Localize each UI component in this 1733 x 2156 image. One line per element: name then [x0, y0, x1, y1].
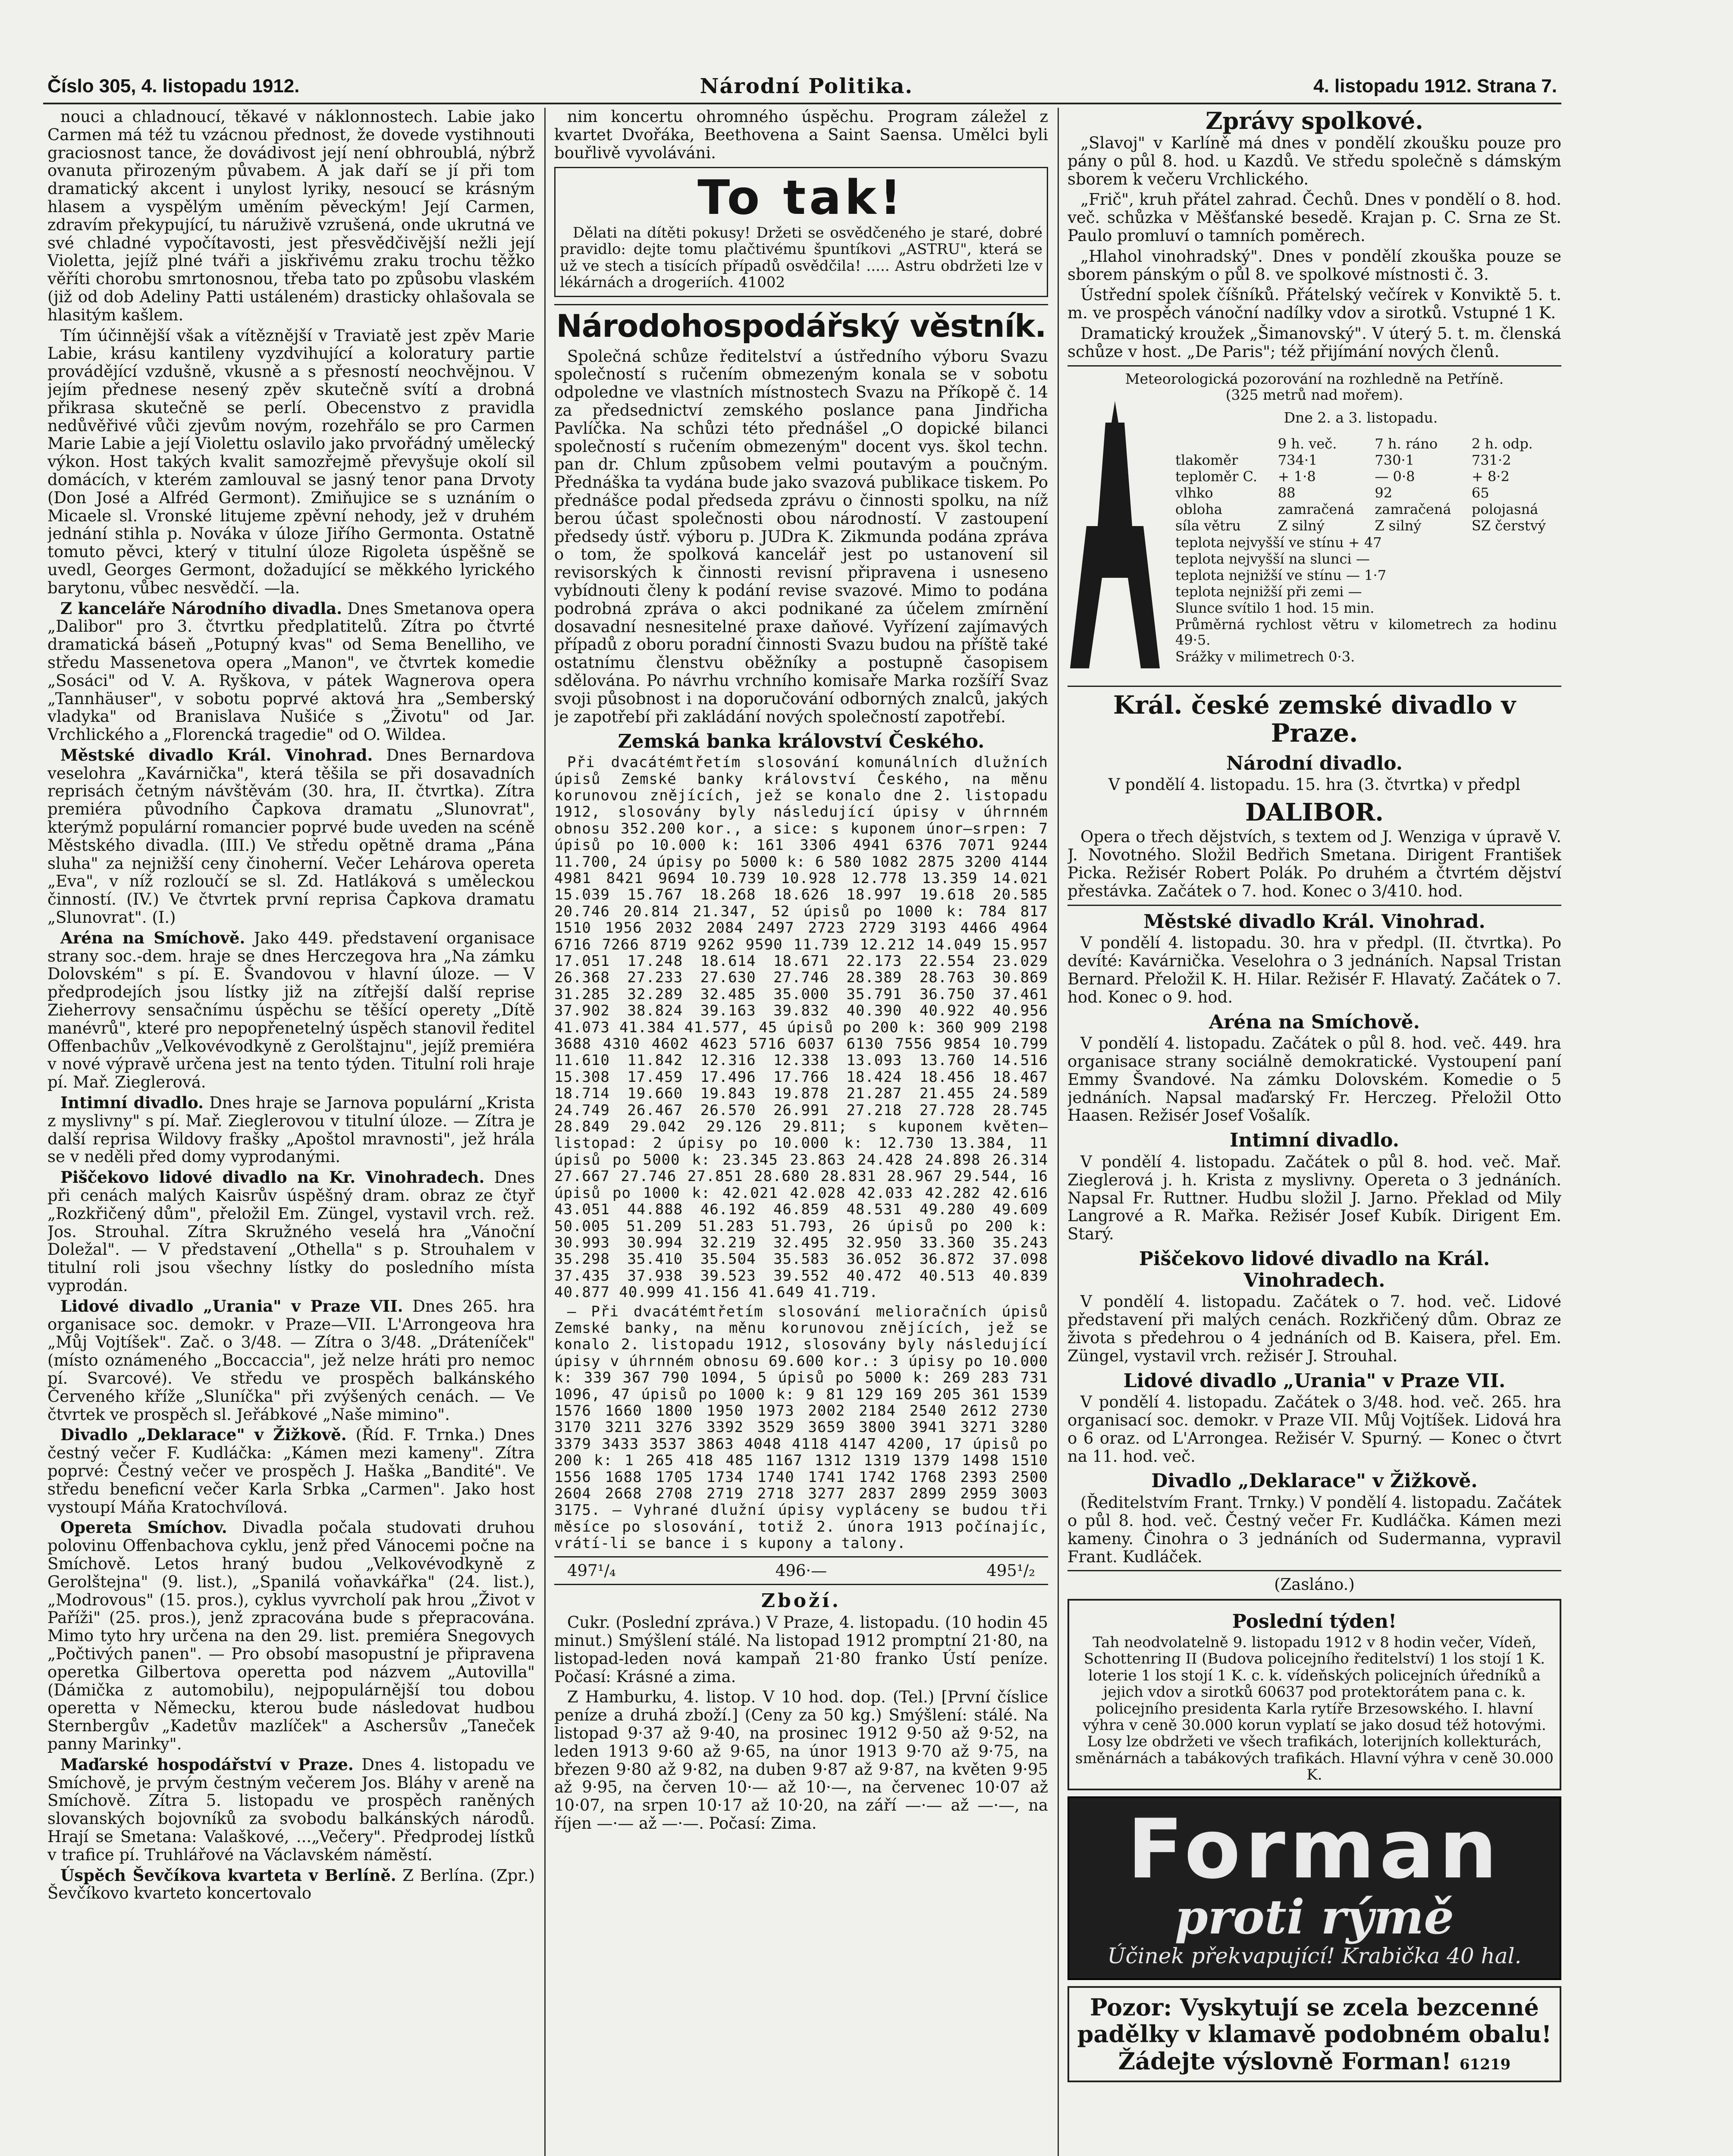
- table-row: [1171, 649, 1561, 665]
- column-1: [47, 108, 535, 2156]
- news-item-text: Dnes Smetanova opera „Dalibor" pro 3. čtvrtku předplatitelů. Zítra po čtvrté dramatická báseň „Potupný kvas" od Sema Benelliho, ve středu Massenetova opera „Manon", ve čtvrtek komedie „Sosáci" od V. A. Ryškova, v pátek Wagnerova opera „Tannhäuser", v sobotu poprvé aktová hra „Semberský vladyka" od Branislava Nušiće s „Životu" od Jar. Vrchlického a „Florencká tragedie" od O. Wildea.: [47, 599, 535, 744]
- table-cell: polojasná: [1471, 501, 1538, 518]
- table-row: [1171, 551, 1561, 567]
- table-cell: 88: [1278, 485, 1296, 501]
- news-item-text: Jako 449. představení organisace strany soc.-dem. hraje se dnes Herczegova hra „Na zámku Dolovském" s pí. E. Švandovou v hlavní úloze. — V předprodejích jsou lístky již na zítřejší další reprise Zieherrovy sensačnímu úspěchu se těšící operety „Dítě manévrů", které pro nepopřenetelný úspěch stanovil ředitel Offenbachův „Velkovévodkyně z Gerolštajnu", jejíž premiéra v nové výpravě určena jest na tento týden. Titulní roli hraje pí. Mař. Zieglerová.: [47, 928, 535, 1092]
- ad-text: [556, 225, 1047, 291]
- divider: [1067, 686, 1561, 687]
- column-2: [554, 108, 1048, 2156]
- column-rule: [1058, 108, 1059, 2156]
- news-item-title: Maďarské hospodářství v Praze.: [60, 1755, 354, 1774]
- table-cell: teplota nejvyšší ve stínu + 47: [1175, 534, 1382, 551]
- forman-sub: Účinek překvapující! Krabička 40 hal.: [1107, 1943, 1522, 1968]
- theatre-text: Opera o třech dějstvích, s textem od J. Wenziga v úpravě V. J. Novotného. Složil Bedřich Smetana. Dirigent František Picka. Režisér Robert Polák. Po druhém a čtvrtém dějství přestávka. Začátek o 7. hod. Konec o 3/410. hod.: [1067, 827, 1561, 900]
- lottery-text: Tah neodvolatelně 9. listopadu 1912 v 8 hodin večer, Vídeň, Schottenring II (Budova policejního ředitelství) 1 los stojí 1 K. loterie 1 los stojí 1 K. c. k. vídeňských policejních úředníků a jejich vdov a sirotků 60637 pod protektorátem pana c. k. policejního presidenta Karla rytíře Brzesowského. I. hlavní výhra v ceně 30.000 korun vyplatí se jako dosud též hotovými. Losy lze obdržeti ve všech trafikách, loterijních kollekturách, směnárnách a tabákových trafikách. Hlavní výhra v ceně 30.000 K.: [1075, 1633, 1554, 1784]
- goods-para: Cukr. (Poslední zpráva.) V Praze, 4. listopadu. (10 hodin 45 minut.) Smýšlení stálé. Na listopad 1912 promptní 21·80, na listopad-leden nová kampaň 21·80 franko Ústí peníze. Počasí: Krásné a zima.: [554, 1613, 1048, 1686]
- table-cell: + 8·2: [1471, 468, 1510, 485]
- divider: [554, 1584, 1048, 1585]
- news-item-title: Městské divadlo Král. Vinohrad.: [60, 745, 373, 765]
- table-cell: 9 h. več.: [1278, 435, 1337, 452]
- column-rule: [544, 108, 546, 2156]
- table-cell: vlhko: [1175, 485, 1213, 501]
- news-item-title: Úspěch Ševčíkova kvarteta v Berlíně.: [60, 1865, 396, 1885]
- news-item-title: Intimní divadlo.: [60, 1093, 204, 1112]
- table-cell: obloha: [1175, 501, 1222, 518]
- bank-draw-list: Při dvacátémtřetím slosování komunálních dlužních úpisů Zemské banky království Českého, na měnu korunovou znějících, jež se konalo dne 2. listopadu 1912, slosovány byly následující úpisy v úhrnném obnosu 352.200 kor., a sice: s kuponem únor—srpen: 7 úpisů po 10.000 k: 161 3306 4941 6376 7071 9244 11.700, 24 úpisy po 5000 k: 6 580 1082 2875 3200 4144 4981 8421 9694 10.739 10.928 12.778 13.359 14.021 15.039 15.767 18.268 18.626 18.997 19.618 20.585 20.746 20.814 21.347, 52 úpisů po 1000 k: 784 817 1510 1956 2032 2084 2497 2723 2729 3193 4466 4964 6716 7266 8719 9262 9590 11.739 12.212 14.049 15.957 17.051 17.248 18.614 18.671 22.173 22.554 23.029 26.368 27.233 27.630 27.746 28.389 28.763 30.869 31.285 32.289 32.485 35.000 35.791 36.750 37.461 37.902 38.824 39.163 39.832 40.390 40.922 40.956 41.073 41.384 41.577, 45 úpisů po 200 k: 360 909 2198 3688 4310 4602 4623 5716 6037 6130 7556 9854 10.799 11.610 11.842 12.316 12.338 13.093 13.760 14.516 15.308 17.459 17.496 17.766 18.424 18.456 18.467 18.714 19.660 19.843 19.878 21.287 21.455 24.589 24.749 26.467 26.570 26.991 27.218 27.728 28.745 28.849 29.042 29.126 29.811; s kuponem květen—listopad: 2 úpisy po 10.000 k: 12.730 13.384, 11 úpisů po 5000 k: 23.345 23.863 24.428 24.898 26.314 27.667 27.746 27.851 28.680 28.831 28.967 29.544, 16 úpisů po 1000 k: 42.021 42.028 42.033 42.282 42.616 43.051 44.888 46.192 46.859 48.531 49.280 49.609 50.005 51.209 51.283 51.793, 26 úpisů po 200 k: 30.993 30.994 32.219 32.495 32.950 33.360 35.243 35.298 35.410 35.504 35.583 36.052 36.872 37.098 37.435 37.938 39.523 39.552 40.472 40.513 40.839 40.877 40.999 41.156 41.649 41.719.: [554, 754, 1048, 1301]
- club-item: Dramatický kroužek „Šimanovský". V úterý 5. t. m. členská schůze v host. „De Paris"; též přijímání nových členů.: [1067, 324, 1561, 361]
- news-item-text: Z Berlína. (Zpr.) Ševčíkovo kvarteto koncertovalo: [47, 1866, 535, 1903]
- newspaper-title: Národní Politika.: [700, 74, 914, 98]
- news-item-text: (Říd. F. Trnka.) Dnes čestný večer F. Kudláčka: „Kámen mezi kameny". Zítra poprvé: Čestný večer ve prospěch J. Haška „Bandité". Ve středu beneficní večer Karla Srbka „Carmen". Jako host vystoupí Máňa Kratochvílová.: [47, 1426, 535, 1517]
- ad-headline: To tak!: [697, 170, 905, 226]
- ad-body: Dělati na dítěti pokusy! Držeti se osvědčeného je staré, dobré pravidlo: dejte tomu plačtivému špuntíkovi „ASTRU", která se už ve stech a tisících případů osvědčila! ..... Astru obdržeti lze v lékárnách a drogeriích.: [560, 224, 1042, 291]
- news-item-title: Divadlo „Deklarace" v Žižkově.: [60, 1425, 347, 1445]
- ad-code: 41002: [738, 273, 785, 291]
- meteo-subtitle: (325 metrů nad mořem).: [1225, 386, 1403, 403]
- divider: [1067, 905, 1561, 906]
- theatre-text: V pondělí 4. listopadu. Začátek o 3/48. hod. več. 265. hra organisací soc. demokr. v Praze VII. Můj Vojtíšek. Lidová hra o 6 oraz. od L'Arrongea. Režisér V. Spurný. — Konec o čtvrt na 11. hod. več.: [1067, 1393, 1561, 1466]
- news-item-title: Lidové divadlo „Urania" v Praze VII.: [60, 1296, 403, 1316]
- article-para: nim koncertu ohromného úspěchu. Program záležel z kvartet Dvořáka, Beethovena a Saint Saensa. Umělci byli bouřlivě vyvoláváni.: [554, 108, 1048, 162]
- table-cell: SZ čerstvý: [1471, 517, 1546, 534]
- table-cell: Z silný: [1375, 517, 1422, 534]
- header-right: 4. listopadu 1912. Strana 7.: [1313, 75, 1557, 97]
- rate: 497¹/₄: [567, 1561, 616, 1580]
- news-item: [47, 1426, 535, 1516]
- table-row: [1171, 468, 1561, 485]
- table-cell: teplota nejnižší ve stínu — 1·7: [1175, 567, 1387, 583]
- meteo-table: [1171, 436, 1561, 665]
- table-cell: síla větru: [1175, 517, 1241, 534]
- news-item-text: Divadla počala studovati druhou polovinu Offenbachova cyklu, jenž před Vánocemi počne na Smíchově. Letos hraný budou „Velkovévodkyně z Gerolštejna" (9. list.), „Spanilá voňavkářka" (24. list.), „Modrovous" (15. pros.), cyklus vyvrcholí pak hrou „Život v Paříži" (25. pros.), jenž zpracována bude s přepracována. Mimo tyto hry určena na den 29. list. premiéra Snegovych „Počtivých panen". — Pro obsobí masopustní je připravena operetka Gilbertova operetta pod názvem „Autovilla" (Dámička z automobilu), nejpopulárnější tou dobou operetta v Německu, kterou bude následovat hudbou Sternbergův „Kadetův mazlíček" a Aschersův „Taneček panny Marinky".: [47, 1518, 535, 1753]
- bank-draw-list-2: — Při dvacátémtřetím slosování melioračních úpisů Zemské banky, na měnu korunovou znějících, jež se konalo 2. listopadu 1912, slosovány byly následující úpisy v úhrnném obnosu 69.600 kor.: 3 úpisy po 10.000 k: 339 367 790 1094, 5 úpisů po 5000 k: 269 283 731 1096, 47 úpisů po 1000 k: 9 81 129 169 205 361 1539 1576 1660 1800 1950 1973 2002 2184 2540 2612 2730 3170 3211 3276 3392 3529 3659 3800 3941 3271 3280 3379 3433 3537 3863 4048 4118 4147 4200, 17 úpisů po 200 k: 1 265 418 485 1167 1312 1319 1379 1498 1510 1556 1688 1705 1734 1740 1741 1742 1768 2393 2500 2604 2668 2708 2719 2718 3277 2837 2899 2959 3003 3175. — Vyhrané dlužní úpisy vypláceny se budou tři měsíce po slosování, totiž 2. února 1913 počínajíc, vrátí-li se bance i s kupony a talony.: [554, 1303, 1048, 1552]
- table-cell: 731·2: [1471, 451, 1511, 468]
- table-row: [1171, 517, 1561, 534]
- table-cell: Slunce svítilo 1 hod. 15 min.: [1175, 600, 1375, 617]
- news-item: [47, 1297, 535, 1424]
- table-row: [1171, 534, 1561, 551]
- bank-title: Zemská banka království Českého.: [618, 730, 985, 753]
- meteo-dates: Dne 2. a 3. listopadu.: [1284, 409, 1438, 426]
- theatre-text: V pondělí 4. listopadu. Začátek o půl 8. hod. več. Mař. Zieglerová j. h. Krista z myslivny. Opereta o 3 jednáních. Napsal Fr. Ruttner. Hudbu složil J. Jarno. Překlad od Mily Langrové a R. Mařka. Režisér Josef Kubík. Dirigent Em. Starý.: [1067, 1152, 1561, 1244]
- table-cell: 730·1: [1375, 451, 1414, 468]
- petrin-tower-icon: [1067, 397, 1162, 673]
- goods-title: Zboží.: [761, 1590, 841, 1612]
- table-row: [1171, 616, 1561, 648]
- table-cell: + 1·8: [1278, 468, 1316, 485]
- zaslano-label: (Zasláno.): [1274, 1575, 1355, 1594]
- rates-row: [554, 1562, 1048, 1580]
- table-cell: Srážky v milimetrech 0·3.: [1175, 648, 1355, 665]
- table-cell: — 0·8: [1375, 468, 1415, 485]
- table-cell: tlakoměr: [1175, 451, 1238, 468]
- club-item: „Hlahol vinohradský". Dnes v pondělí zkouška pouze se sborem pánským o půl 8. ve spolkové místnosti č. 3.: [1067, 247, 1561, 284]
- meteo-title: Meteorologická pozorování na rozhledně na Petříně.: [1125, 370, 1504, 387]
- table-row: [1171, 600, 1561, 616]
- news-item-text: Dnes 4. listopadu ve Smíchově, je prvým čestným večerem Jos. Bláhy v areně na Smíchově. Zítra 5. listopadu ve prospěch raněných slovanských bojovníků za svobodu balkánských národů. Hrají se Smetana: Valaškové, ...„Večery". Předprodej lístků v trafice pí. Truhlářové na Václavském náměstí.: [47, 1755, 535, 1864]
- forman-ad: [1067, 1796, 1561, 1981]
- news-item: [47, 1519, 535, 1753]
- table-cell: teplota nejvyšší na slunci —: [1175, 550, 1370, 567]
- article-para: nouci a chladnoucí, těkavé v náklonnostech. Labie jako Carmen má též tu vzácnou přednost, že dovede vystihnouti graciosnost tance, že dovádivost její není obhroublá, nýbrž ovanuta přirozeným půvabem. A jak daří se jí při tom dramatický akcent i unylost lyriky, nesoucí se krásným hlasem a vyspělým uměním pěveckým! Její Carmen, zdravím překypující, tu náruživě vzrušená, onde ukrutná ve své chladné vypočítavosti, jest přesvědčivější nežli její Violetta, jejíž plné tváři a jiskřivému zraku trochu těžko věříti chorobu smrtonosnou, třeba tato po způsobu vlaském (již od dob Adeliny Patti ustáleném) drasticky ohlašovala se hlasitým kašlem.: [47, 108, 535, 324]
- theatre-text: V pondělí 4. listopadu. Začátek o půl 8. hod. več. 449. hra organisace strany sociálně demokratické. Vystoupení paní Emmy Švandové. Na zámku Dolovském. Komedie o 5 jednáních. Napsal maďarský Fr. Herczeg. Přeložil Otto Haasen. Režisér Josef Vošalík.: [1067, 1034, 1561, 1125]
- page-header: [47, 73, 1557, 99]
- news-item-text: Dnes při cenách malých Kaisrův úspěšný dram. obraz ze čtyř „Rozkřičený dům", přeložil Em. Züngel, vystavil vrch. rež. Jos. Strouhal. Zítra Skružného veselá hra „Vánoční Doležal". — V představení „Othella" s p. Strouhalem v titulní roli jsou všechny lístky do posledního místa vyprodán.: [47, 1168, 535, 1295]
- table-cell: zamračená: [1278, 501, 1354, 518]
- table-row: [1171, 567, 1561, 583]
- news-item: [47, 746, 535, 927]
- table-cell: zamračená: [1375, 501, 1451, 518]
- table-row: [1171, 452, 1561, 468]
- lottery-head: Poslední týden!: [1232, 1611, 1397, 1633]
- theatre-name: Aréna na Smíchově.: [1209, 1011, 1420, 1033]
- forman-tagline: proti rýmě: [1174, 1889, 1454, 1945]
- divider: [554, 1556, 1048, 1557]
- header-left: Číslo 305, 4. listopadu 1912.: [47, 75, 300, 97]
- rate: 496·—: [775, 1561, 827, 1580]
- theatre-heading: Král. české zemské divadlo v Praze.: [1113, 690, 1516, 748]
- header-rule: [43, 103, 1561, 104]
- forman-logo: Forman: [1127, 1801, 1502, 1897]
- section-heading: Národohospodářský věstník.: [554, 304, 1048, 344]
- news-item: [47, 600, 535, 744]
- column-3: [1067, 108, 1561, 2156]
- theatre-listing: [1067, 753, 1561, 1566]
- table-row: [1171, 583, 1561, 600]
- table-cell: Z silný: [1278, 517, 1325, 534]
- table-row: [1171, 436, 1561, 452]
- theatre-name: Městské divadlo Král. Vinohrad.: [1143, 910, 1485, 933]
- meteo-report: [1067, 371, 1561, 681]
- table-cell: teplota nejnižší při zemi —: [1175, 583, 1362, 600]
- divider: [1067, 365, 1561, 367]
- news-item: [47, 1169, 535, 1295]
- warning-ad: [1067, 1986, 1561, 2082]
- warning-text: Pozor: Vyskytují se zcela bezcenné padělky v klamavě podobném obalu! Žádejte výslovně Forman!: [1077, 1993, 1552, 2075]
- table-cell: teploměr C.: [1175, 468, 1258, 485]
- news-item-text: Dnes hraje se Jarnova populární „Krista z myslivny" s pí. Mař. Zieglerovou v titulní úloze. — Zítra je další reprisa Wildovy frašky „Apoštol mravnosti", jež hrála se v neděli před domy vyprodanými.: [47, 1094, 535, 1166]
- table-cell: 92: [1375, 485, 1393, 501]
- theatre-text: V pondělí 4. listopadu. 15. hra (3. čtvrtka) v předpl: [1108, 775, 1521, 794]
- warning-code: 61219: [1460, 2056, 1511, 2073]
- theatre-text: V pondělí 4. listopadu. Začátek o 7. hod. več. Lidové představení při malých cenách. Rozkřičený dům. Obraz ze života s předehrou o 4 jednáních od B. Kaisera, přel. Em. Züngel, vystavil vrch. režisér J. Strouhal.: [1067, 1292, 1561, 1365]
- rate: 495¹/₂: [986, 1561, 1035, 1580]
- table-cell: 734·1: [1278, 451, 1318, 468]
- theatre-name: Divadlo „Deklarace" v Žižkově.: [1151, 1470, 1478, 1492]
- table-row: [1171, 501, 1561, 517]
- table-cell: 2 h. odp.: [1471, 435, 1533, 452]
- club-item: „Frič", kruh přátel zahrad. Čechů. Dnes v pondělí o 8. hod. več. schůzka v Měšťanské besedě. Krajan p. C. Srna ze St. Paulo promluví o tamních poměrech.: [1067, 190, 1561, 245]
- divider: [1067, 1570, 1561, 1571]
- table-cell: Průměrná rychlost větru v kilometrech za hodinu 49·5.: [1175, 616, 1557, 649]
- theatre-name: DALIBOR.: [1245, 798, 1384, 827]
- table-cell: 65: [1471, 485, 1489, 501]
- theatre-name: Intimní divadlo.: [1229, 1129, 1400, 1152]
- news-item: [47, 1867, 535, 1903]
- article-para: Tím účinnější však a vítěznější v Traviatě jest zpěv Marie Labie, krásu kantileny vyzdvihující a koloratury partie provádějící vzdušně, vkusně a s přesností neochvějnou. V jejím přednese nesený zpěv skutečně svítí a drobná přikrasa skutečně se perlí. Obecenstvo z pravidla nedůvěřivé vůči zjevům novým, rozehřálo se pro Carmen Marie Labie a její Violettu oslavilo jako prvořádný umělecký výkon. Host takých kvalit samozřejmě převyšuje okolí sil domácích, v kterém zamlouval se jasný tenor pana Drvoty (Don José a Alfréd Germont). Zmiňujice se s uznáním o Micaele sl. Vronské litujeme zpěvní nehody, jež v druhém jednání stihla p. Nováka v úloze Jiřího Germonta. Ostatně tomuto pěvci, který v titulní úloze Rigoleta úspěšně se uvedl, Georges Germont, dožadující se měkkého lyrického barytonu, vůbec nesvědčí. —la.: [47, 326, 535, 597]
- table-row: [1171, 485, 1561, 501]
- theatre-text: V pondělí 4. listopadu. 30. hra v předpl. (II. čtvrtka). Po devíté: Kavárnička. Veselohra o 3 jednáních. Napsal Tristan Bernard. Přeložil K. H. Hilar. Režisér F. Hlavatý. Začátek o 7. hod. Konec o 9. hod.: [1067, 934, 1561, 1006]
- table-cell: 7 h. ráno: [1375, 435, 1438, 452]
- news-item-title: Aréna na Smíchově.: [60, 928, 245, 947]
- lottery-ad: [1067, 1599, 1561, 1790]
- theatre-name: Národní divadlo.: [1226, 752, 1403, 774]
- news-item-text: Dnes 265. hra organisace soc. demokr. v Praze—VII. L'Arrongeova hra „Můj Vojtíšek". Zač. o 3/48. — Zítra o 3/48. „Dráteníček" (místo oznámeného „Boccaccia", jež nelze hráti pro nemoc pí. Svarcové). Ve středu ve prospěch balkánského Červeného kříže „Sluníčka" při zvýšených cenách. — Ve čtvrtek ve prospěch sl. Jeřábkové „Naše mimino".: [47, 1297, 535, 1424]
- section-heading: Zprávy spolkové.: [1206, 108, 1423, 135]
- news-item: [47, 1756, 535, 1864]
- news-item: [47, 1094, 535, 1166]
- club-item: Ústřední spolek číšníků. Přátelský večírek v Konviktě 5. t. m. ve prospěch vánoční nadílky vdov a sirotků. Vstupné 1 K.: [1067, 285, 1561, 323]
- goods-para: Z Hamburku, 4. listop. V 10 hod. dop. (Tel.) [První číslice peníze a druhá zboží.] (Ceny za 50 kg.) Smýšlení: stálé. Na listopad 9·37 až 9·40, na prosinec 1912 9·50 až 9·52, na leden 1913 9·60 až 9·65, na únor 1913 9·70 až 9·75, na březen 9·80 až 9·82, na duben 9·87 až 9·87, na květen 9·95 až 9·95, na červen 10·— až 10·—, na červenec 10·07 až 10·07, na srpen 10·17 až 10·20, na září —·— až —·—, na říjen —·— až —·—. Počasí: Zima.: [554, 1688, 1048, 1833]
- table-cell: [1171, 436, 1274, 452]
- news-item-title: Z kanceláře Národního divadla.: [60, 599, 342, 618]
- theatre-name: Piščekovo lidové divadlo na Král. Vinohradech.: [1139, 1247, 1490, 1291]
- news-item-title: Piščekovo lidové divadlo na Kr. Vinohradech.: [60, 1168, 485, 1187]
- theatre-name: Lidové divadlo „Urania" v Praze VII.: [1123, 1369, 1506, 1392]
- theatre-text: (Ředitelstvím Frant. Trnky.) V pondělí 4. listopadu. Začátek o půl 8. hod. več. Čestný večer Fr. Kudláčka. Kámen mezi kameny. Činohra o 3 jednáních od Sudermanna, vypravil Frant. Kudláček.: [1067, 1493, 1561, 1566]
- news-item-title: Opereta Smíchov.: [60, 1518, 227, 1537]
- astra-ad: [554, 167, 1048, 297]
- article-para: Společná schůze ředitelství a ústředního výboru Svazu společností s ručením obmezeným konala se v sobotu odpoledne ve vlastních místnostech Svazu na Příkopě č. 14 za předsednictví zemského poslance pana Jindřicha Pavlíčka. Na schůzi této přednášel „O dopické bilanci společností s ručením obmezeným" docent vys. škol techn. pan dr. Chlum způsobem velmi poutavým a poučným. Přednáška ta vydána bude jako svazová publikace tiskem. Po přednášce podal předseda zprávu o činnosti spolku, na níž berou účast společnosti obou národností. V zastoupení předsedy ústř. výboru p. JUDra K. Zikmunda podána zpráva o tom, že spolková kancelář jest po ustanovení sil revisorských k činnosti revisní připravena i usneseno vybídnouti členy k podání revise svazové. Mimo to podána podrobná zpráva o akci podnikané za účelem zmírnění dosavadní nesnesitelné praxe daňové. Vyřízení zajímavých případů z oboru poradní činnosti Svazu budou na příště také ostatnímu členstvu oběžníky a postupně časopisem sdělována. Po návrhu vrchního komisaře Marka rozšíří Svaz svoji působnost i na doporučování odborných znalců, jakých je zapotřebí při zakládání nových společností zapotřebí.: [554, 347, 1048, 726]
- news-item-text: Dnes Bernardova veselohra „Kavárnička", která těšila se při dosavadních reprisách četným návštěvám (30. hra, II. čtvrtka). Zítra premiéra původního Čapkova dramatu „Slunovrat", kterýmž populární romancier poprvé bude uveden na scéně Městského divadla. (III.) Ve středu opětně drama „Pána sluha" za nejnižší ceny činoherní. Večer Lehárova opereta „Eva", v níž rozloučí se sl. Zd. Hatláková s uměleckou činností. (IV.) Ve čtvrtek první reprisa Čapkova dramatu „Slunovrat". (I.): [47, 746, 535, 927]
- club-item: „Slavoj" v Karlíně má dnes v pondělí zkoušku pouze pro pány o půl 8. hod. u Kazdů. Ve středu společně s dámským sborem k večeru Vrchlického.: [1067, 134, 1561, 188]
- news-item: [47, 929, 535, 1091]
